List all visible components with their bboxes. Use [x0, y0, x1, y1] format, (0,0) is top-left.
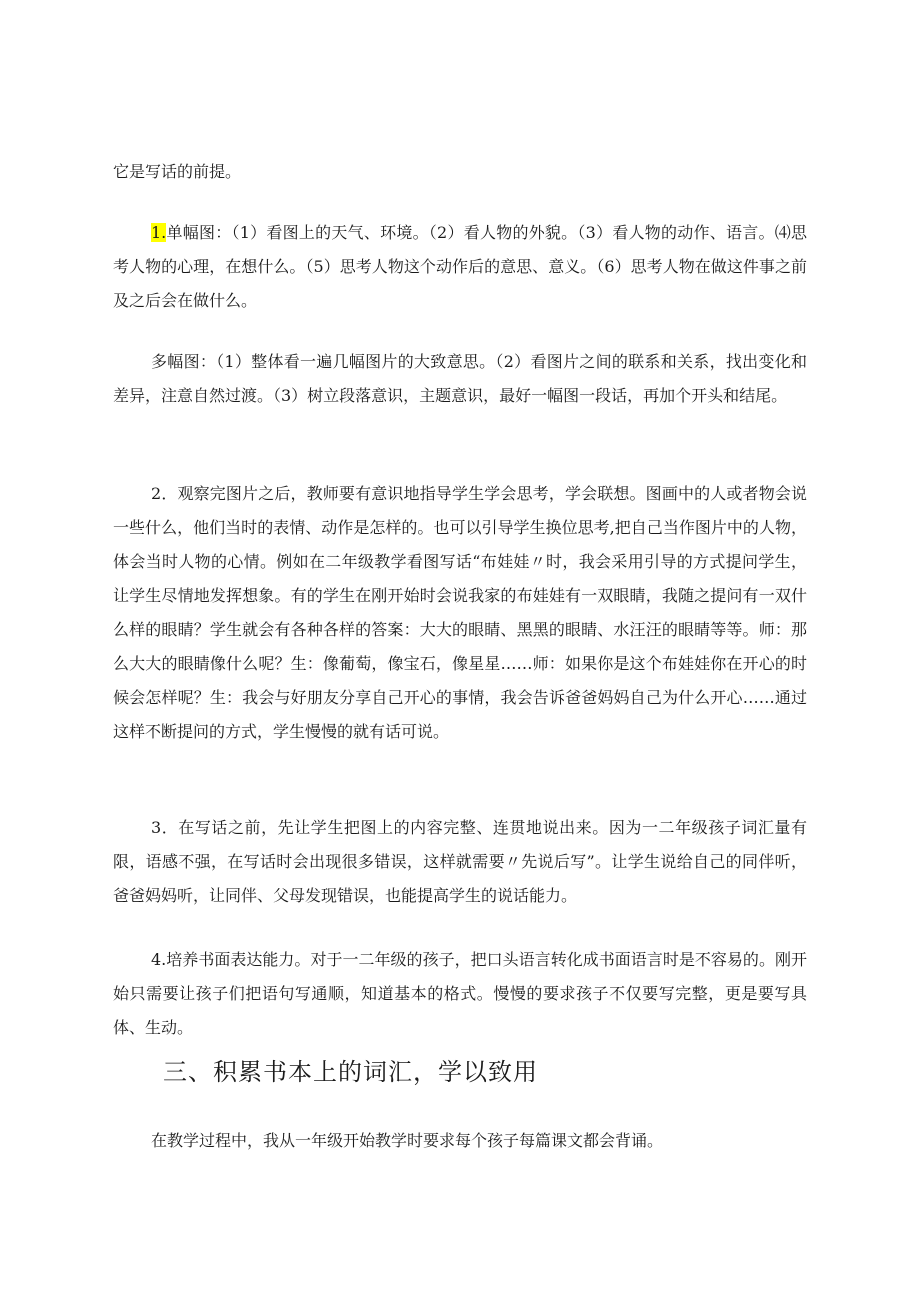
section-heading: 三、积累书本上的词汇，学以致用	[163, 1058, 538, 1086]
paragraph-recitation: 在教学过程中，我从一年级开始教学时要求每个孩子每篇课文都会背诵。	[151, 1131, 664, 1150]
paragraph-single-image-text: 单幅图：（1）看图上的天气、环境。（2）看人物的外貌。（3）看人物的动作、语言。⑷思考人物的心理，在想什么。（5）思考人物这个动作后的意思、意义。（6）思考人物在做这件事之前及之后会在做什么。	[113, 223, 807, 310]
paragraph-written-expression: 4.培养书面表达能力。对于一二年级的孩子，把口头语言转化成书面语言时是不容易的。刚开始只需要让孩子们把语句写通顺，知道基本的格式。慢慢的要求孩子不仅要写完整，更是要写具体、生动。	[113, 950, 807, 1037]
paragraph-speak-first: 3．在写话之前，先让学生把图上的内容完整、连贯地说出来。因为一二年级孩子词汇量有限，语感不强，在写话时会出现很多错误，这样就需要〃先说后写”。让学生说给自己的同伴听，爸爸妈妈听，让同伴、父母发现错误，也能提高学生的说话能力。	[113, 818, 807, 905]
paragraph-intro: 它是写话的前提。	[113, 162, 242, 181]
paragraph-observe: 2．观察完图片之后，教师要有意识地指导学生学会思考，学会联想。图画中的人或者物会说一些什么，他们当时的表情、动作是怎样的。也可以引导学生换位思考,把自己当作图片中的人物，体会当时人物的心情。例如在二年级教学看图写话“布娃娃〃时，我会采用引导的方式提问学生，让学生尽情地发挥想象。有的学生在刚开始时会说我家的布娃娃有一双眼睛，我随之提问有一双什么样的眼睛？学生就会有各种各样的答案：大大的眼睛、黑黑的眼睛、水汪汪的眼睛等等。师：那么大大的眼睛像什么呢？生：像葡萄，像宝石，像星星……师：如果你是这个布娃娃你在开心的时候会怎样呢？生：我会与好朋友分享自己开心的事情，我会告诉爸爸妈妈自己为什么开心……通过这样不断提问的方式，学生慢慢的就有话可说。	[113, 484, 807, 741]
paragraph-single-image	[113, 216, 807, 318]
highlighted-number: 1.	[151, 223, 167, 242]
paragraph-multi-image: 多幅图：（1）整体看一遍几幅图片的大致意思。（2）看图片之间的联系和关系，找出变化和差异，注意自然过渡。（3）树立段落意识，主题意识，最好一幅图一段话，再加个开头和结尾。	[113, 352, 807, 405]
